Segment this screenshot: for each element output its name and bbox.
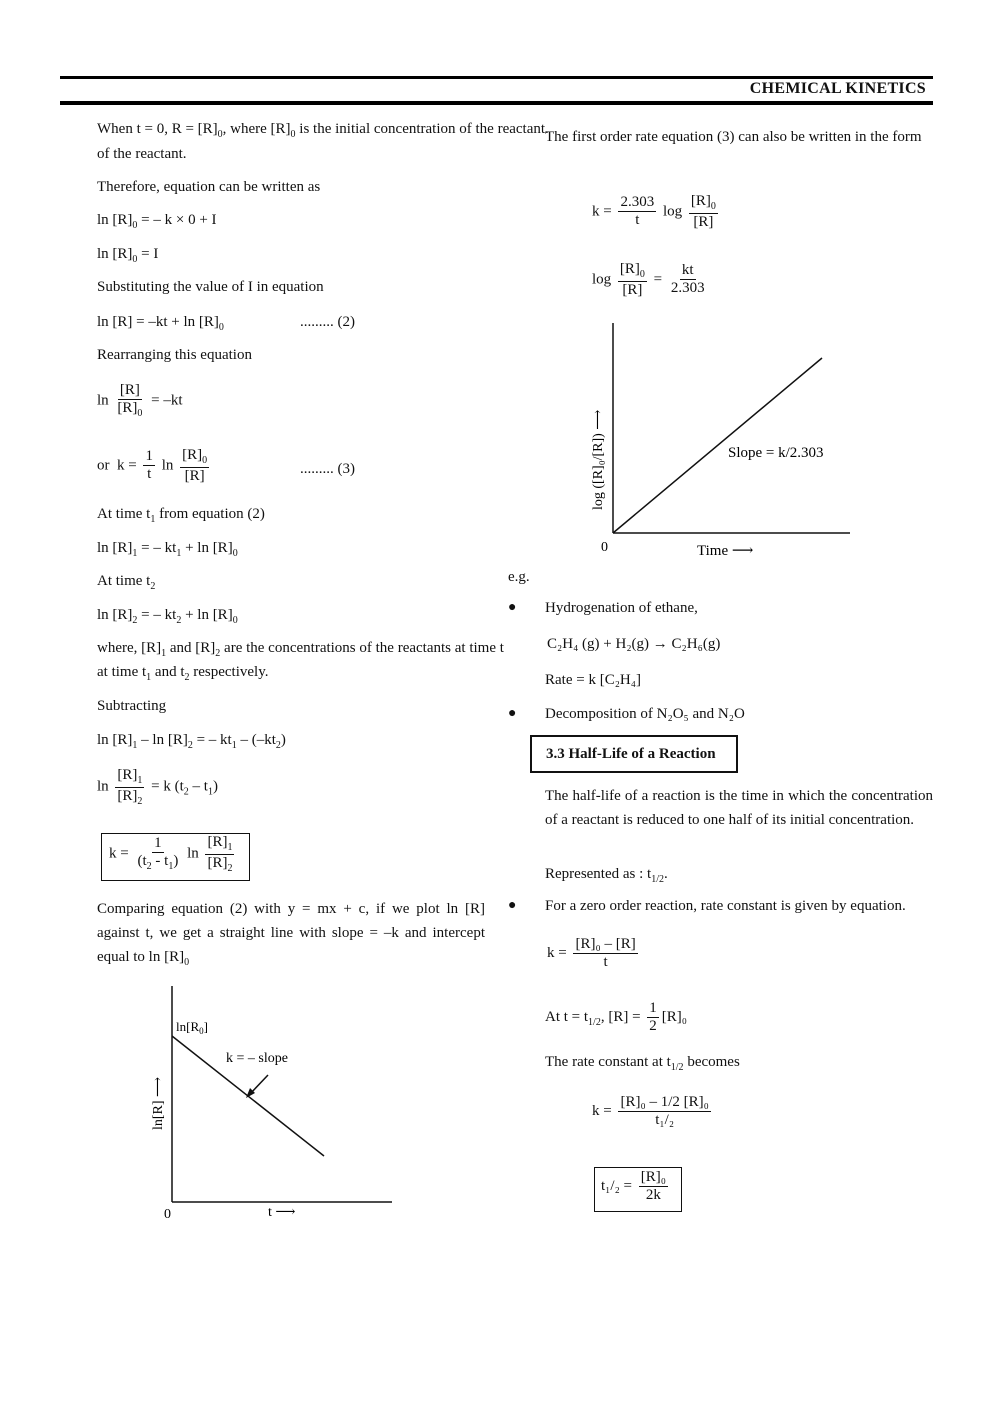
left-eq9: ln $\frac{[R]_1}{[R]_2}$ = k $(t_2 - t_1)$ [97,767,218,807]
graph1-xlabel: t ⟶ [268,1205,296,1220]
header-title: CHEMICAL KINETICS [749,80,926,97]
left-boxed-equation: k = $\frac{1}{(t_2 - t_1)}$ ln $\frac{[R]_1}{[R]_2}$ [101,833,250,881]
graph-log-vs-time [580,315,865,565]
left-p6: At time $t_2$ [97,573,156,592]
right-represented: Represented as : $t_{1/2}$. [545,866,668,885]
graph2-slope-label: Slope = k/2.303 [728,445,824,461]
section-heading-half-life: 3.3 Half-Life of a Reaction [530,735,738,773]
left-eq5: or k = $\frac{1}{t}$ ln $\frac{[R]_0}{[R]}$ [97,447,208,484]
header-rule-bottom [60,101,933,105]
eg-label: e.g. [508,569,530,585]
left-p7-cont: at time $t_1$ and $t_2$ respectively. [97,664,269,683]
right-boxed-half-life: t₁/₂ = $\frac{\text{[R]₀}}{2k}$ [594,1167,682,1212]
left-eq2: $\ln [R]_0 = I$ [97,246,159,265]
left-p2: Therefore, equation can be written as [97,179,321,195]
graph1-ylabel: ln[R] ⟶ [151,1076,166,1130]
right-rate: Rate = k [C₂H₄] [545,672,641,688]
graph2-xlabel: Time ⟶ [697,543,754,559]
header-rule-top [60,76,933,79]
left-eq7: $\ln [R]_2$ = – $kt_2 + \ln [R]_0$ [97,607,238,626]
left-eq1: $\ln [R]_0$ = – k × 0 + I [97,212,217,231]
graph1-slope-label: k = – slope [226,1051,288,1066]
left-eq3-tag: ......... (2) [300,314,355,330]
graph1-intercept-label: $\ln[R_0]$ [176,1019,208,1036]
right-eq4: At $t = t_{1/2}$, [R] = $\frac{1}{2}$ [R]₀ [545,1000,688,1035]
left-p1: When t = 0, $R = [R]_0$, where $[R]_0$ is the initial concentration of the reactant. [97,121,549,140]
graph2-origin: 0 [601,540,608,555]
bullet-3: ● [508,898,517,913]
left-p4: Rearranging this equation [97,347,252,363]
right-b3: For a zero order reaction, rate constant is given by equation. [545,898,906,914]
graph-ln-vs-t [140,980,410,1225]
left-p8: Subtracting [97,698,167,714]
right-eq1: k = $\frac{2.303}{t}$ log $\frac{[R]_0}{[R]}$ [592,193,716,230]
bullet-1: ● [508,600,517,615]
left-p7: where, $[R]_1$ and $[R]_2$ are the concentrations of the reactants at time t [97,640,504,659]
right-b2: Decomposition of N₂O₅ and N₂O [545,706,745,722]
bullet-2: ● [508,706,517,721]
graph1-origin: 0 [164,1207,171,1222]
right-p1: The first order rate equation (3) can also be written in the form [545,129,922,145]
right-half-life-def: The half-life of a reaction is the time in which the concentration of a reactant is reduced to one half of its initial concentration. [545,788,933,828]
left-p1-cont: of the reactant. [97,146,187,162]
right-rate-const: The rate constant at $t_{1/2}$ becomes [545,1054,740,1073]
right-eq2: log $\frac{[R]_0}{[R]}$ = $\frac{kt}{2.303}$ [592,261,705,298]
right-eq3: k = $\frac{\text{[R]₀ – [R]}}{t}$ [547,936,636,971]
right-b1: Hydrogenation of ethane, [545,600,698,616]
left-eq3: $\ln [R] = -kt + \ln [R]_0$ [97,314,224,333]
left-eq8: $\ln [R]_1$ – $\ln [R]_2$ = – $kt_1 - (-kt_2)$ [97,732,286,751]
left-p9: Comparing equation (2) with y = mx + c, if we plot ln [R] against t, we get a straight line with slope = –k and intercept equal to $\ln [R]_0$ [97,901,485,968]
left-eq6: $\ln [R]_1$ = – $kt_1 + \ln [R]_0$ [97,540,238,559]
right-reaction: C₂H₄ (g) + H₂(g) → C₂H₆(g) [547,636,721,652]
left-eq4: ln $\frac{[R]}{[R]_0}$ = –kt [97,382,183,420]
left-eq5-tag: ......... (3) [300,461,355,477]
left-p3: Substituting the value of I in equation [97,279,324,295]
right-eq5: k = $\frac{\text{[R]₀ – 1/2 [R]₀}}{\text{t₁/₂}}$ [592,1094,709,1129]
left-p5: At time $t_1$ from equation (2) [97,506,265,525]
graph2-ylabel: log ([R]₀/[R]) ⟶ [591,409,606,510]
